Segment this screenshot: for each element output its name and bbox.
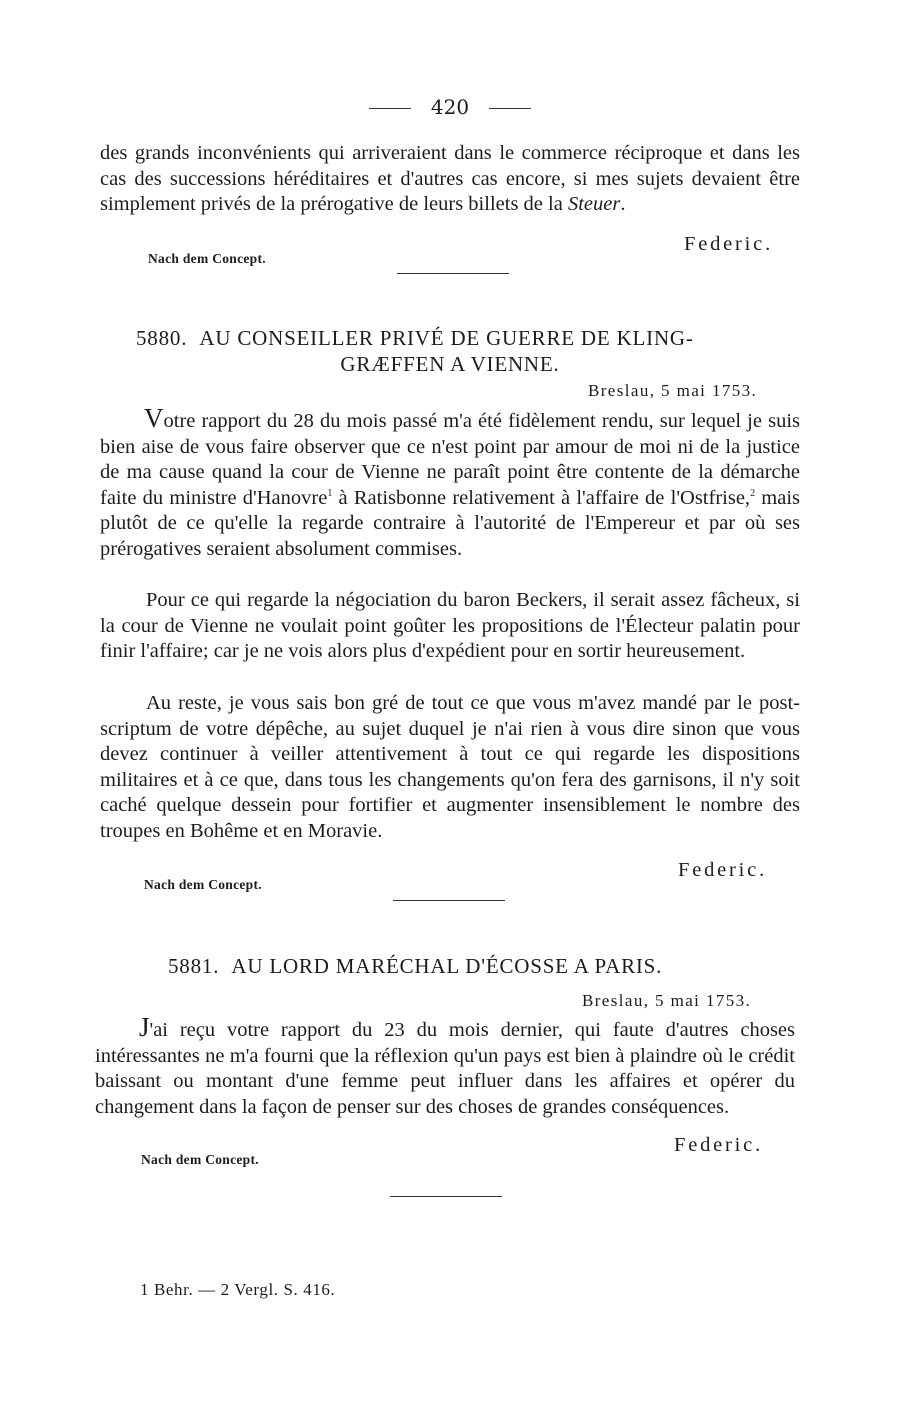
intro-signature: Federic. [684, 233, 773, 255]
page-number-dash-left [369, 108, 411, 109]
letter-5880-paragraph-2: Pour ce qui regarde la négociation du baron Beckers, il serait assez fâcheux, si la cour de Vienne ne voulait point goûter les propositions de l'Électeur palatin pour finir l'affaire; car je ne vois alors plus d'expédient pour en sortir heureusement. [100, 589, 800, 663]
letter-5880-p1-b: à Ratisbonne relativement à l'affaire de l'Ostfrise, [332, 486, 751, 509]
letter-5880-dateline [588, 381, 757, 401]
letter-5880-p1-a: otre rapport du 28 du mois passé m'a été fidèlement rendu, sur lequel je suis bien aise de vous faire observer que ce n'est point par amour de moi ni de la justice de ma cause quand la cour de Vienne ne paraît point être contente de la démarche faite du ministre d'Hanovre [100, 410, 800, 509]
letter-5880-place: Breslau, [588, 381, 656, 400]
page-number-value: 420 [430, 95, 470, 119]
intro-source-note: Nach dem Concept. [148, 251, 266, 266]
intro-text-end: . [620, 193, 626, 216]
intro-paragraph [100, 141, 800, 218]
letter-5880-dropcap: V [144, 403, 164, 433]
letter-5881-dropcap: J [139, 1012, 150, 1042]
letter-5881-heading [168, 953, 788, 979]
page-number-dash-right [489, 108, 531, 109]
letter-5881-p1-text: 'ai reçu votre rapport du 23 du mois dernier, qui faute d'autres choses intéressantes ne m'a fourni que la réflexion qu'un pays est bien à plaindre où le crédit baissant ou montant d'une femme peut influer dans les affaires et opérer du changement dans la façon de penser sur des choses de grandes conséquences. [95, 1019, 795, 1118]
section-divider-1 [397, 273, 509, 274]
letter-5881-place: Breslau, [582, 991, 650, 1010]
letter-5881-source-note: Nach dem Concept. [141, 1152, 259, 1167]
letter-5880-recipient: AU CONSEILLER PRIVÉ DE GUERRE DE KLING- [199, 326, 694, 350]
letter-5880-p1-c: mais plutôt de ce qu'elle la regarde contraire à l'autorité de l'Empereur et par où ses prérogatives seraient absolument commises. [100, 486, 801, 560]
footnote-ref-2: 2 [750, 487, 756, 499]
letter-5880-heading-line1 [136, 325, 786, 351]
page-number [0, 92, 900, 122]
intro-text: des grands inconvénients qui arriveraient dans le commerce réciproque et dans les cas des successions héréditaires et d'autres cas encore, si mes sujets devaient être simplement privés de la prérogative de leurs billets de la [100, 142, 800, 216]
footnotes: 1 Behr. — 2 Vergl. S. 416. [140, 1280, 336, 1299]
letter-5880-paragraph-3: Au reste, je vous sais bon gré de tout ce que vous m'avez mandé par le post-scriptum de votre dépêche, au sujet duquel je n'ai rien à vous dire sinon que vous devez continuer à veiller attentivement à tout ce qui regarde les dispositions militaires et à ce que, dans tous les changements qu'on fera des garnisons, il n'y soit caché quelque dessein pour fortifier et augmenter insensiblement le nombre des troupes en Bohême et en Moravie. [100, 692, 800, 842]
section-divider-3 [390, 1196, 502, 1197]
letter-5881-recipient: AU LORD MARÉCHAL D'ÉCOSSE A PARIS. [231, 954, 663, 978]
letter-5881-dateline [582, 991, 751, 1011]
letter-5880-heading-line2: GRÆFFEN A VIENNE. [340, 352, 560, 376]
letter-5881-signature: Federic. [674, 1134, 763, 1156]
letter-5880-paragraph-1 [100, 403, 801, 563]
letter-5880-date: 5 mai 1753. [661, 381, 758, 400]
letter-5881-paragraph-1 [95, 1012, 795, 1120]
letter-5880-source-note: Nach dem Concept. [144, 877, 262, 892]
letter-5880-signature: Federic. [678, 859, 767, 881]
section-divider-2 [393, 900, 505, 901]
letter-5881-date: 5 mai 1753. [655, 991, 752, 1010]
footnote-ref-1: 1 [327, 487, 333, 499]
letter-5881-number: 5881. [168, 954, 220, 978]
intro-italic-term: Steuer [567, 193, 621, 216]
letter-5880-number: 5880. [136, 326, 188, 350]
